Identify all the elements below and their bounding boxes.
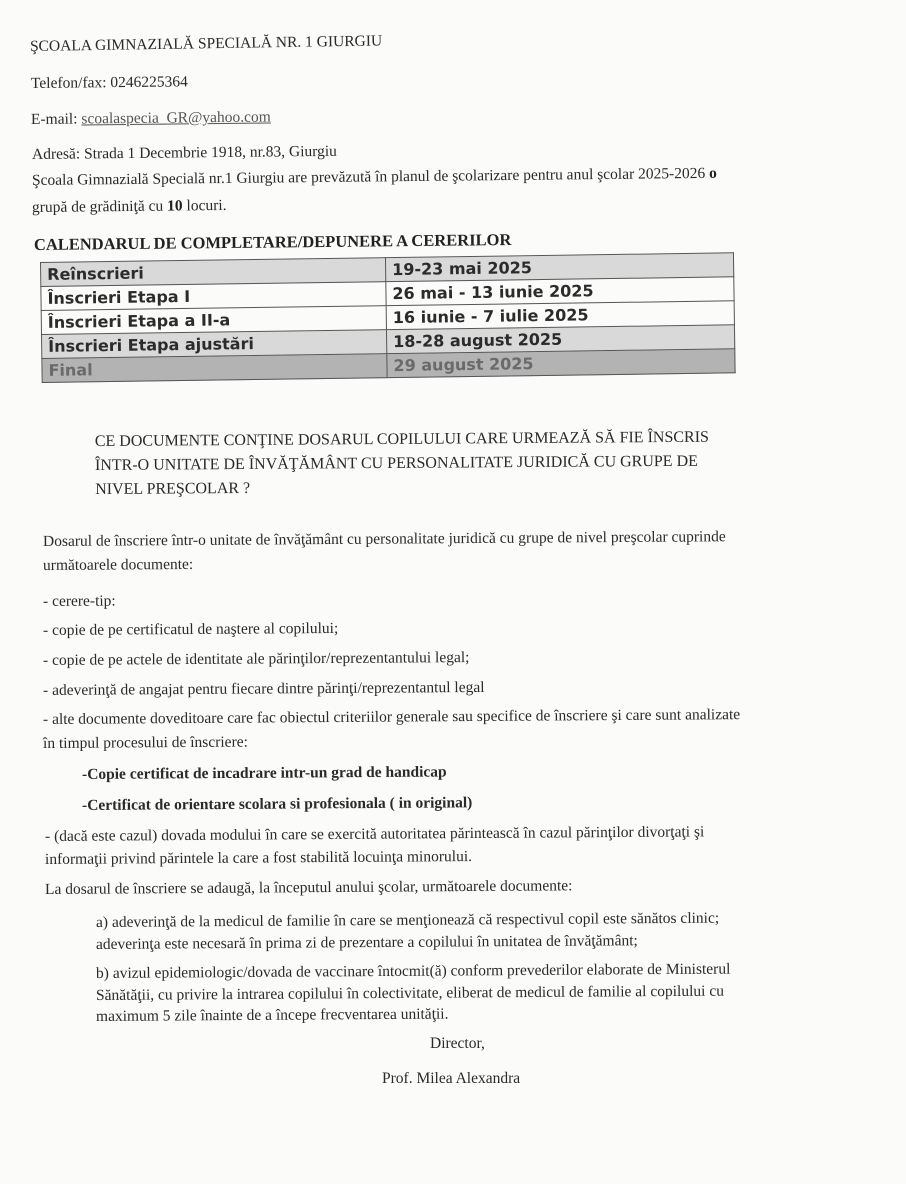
bold-item-orientation: -Certificat de orientare scolara si profesionala ( in original) xyxy=(81,794,473,814)
item-b-1: b) avizul epidemiologic/dovada de vaccinare întocmit(ă) conform prevederilor elaborate de Ministerul xyxy=(95,960,731,982)
calendar-table xyxy=(40,252,736,383)
school-name: ŞCOALA GIMNAZIALĂ SPECIALĂ NR. 1 GIURGIU xyxy=(29,32,383,55)
list-item: - copie de pe actele de identitate ale părinţilor/reprezentantului legal; xyxy=(42,649,470,669)
phone-line: Telefon/fax: 0246225364 xyxy=(30,73,188,92)
list-item-cont: în timpul procesului de înscriere: xyxy=(42,733,248,752)
period-cell: 18-28 august 2025 xyxy=(386,325,734,354)
period-cell: 19-23 mai 2025 xyxy=(385,253,733,282)
question-line-1: CE DOCUMENTE CONŢINE DOSARUL COPILULUI CARE URMEAZĂ SĂ FIE ÎNSCRIS xyxy=(94,428,709,451)
question-line-2: ÎNTR-O UNITATE DE ÎNVĂŢĂMÂNT CU PERSONALITATE JURIDICĂ CU GRUPE DE xyxy=(94,452,698,474)
email-line xyxy=(31,108,271,129)
intro-o: o xyxy=(709,164,717,182)
intro-text-1: Şcoala Gimnazială Specială nr.1 Giurgiu are prevăzută în planul de şcolarizare pentru anul şcolar 2025-2026 xyxy=(31,164,706,189)
body-p2: La dosarul de înscriere se adaugă, la începutul anului şcolar, următoarele documente: xyxy=(44,877,573,898)
calendar-title: CALENDARUL DE COMPLETARE/DEPUNERE A CERERILOR xyxy=(33,230,512,254)
period-cell: 29 august 2025 xyxy=(387,349,735,378)
item-a-1: a) adeverinţă de la medicul de familie în care se menţionează că respectivul copil este sănătos clinic; xyxy=(95,909,720,931)
item-a-2: adeverinţa este necesară în prima zi de prezentare a copilului în unitatea de învăţământ; xyxy=(95,932,638,953)
period-cell: 26 mai - 13 iunie 2025 xyxy=(386,277,734,306)
intro-line-1 xyxy=(32,165,717,190)
stage-cell: Înscrieri Etapa I xyxy=(41,282,386,311)
list-item: - copie de pe certificatul de naştere al copilului; xyxy=(42,619,339,639)
bold-item-handicap: -Copie certificat de incadrare intr-un grad de handicap xyxy=(81,763,447,783)
body-p1a: Dosarul de înscriere într-o unitate de învăţământ cu personalitate juridică cu grupe de nivel preşcolar cuprinde xyxy=(42,528,726,550)
stage-cell: Înscrieri Etapa a II-a xyxy=(41,306,386,335)
body-p1b: următoarele documente: xyxy=(42,555,194,574)
intro-line-2 xyxy=(32,197,227,217)
stage-cell: Final xyxy=(42,354,387,383)
item-b-3: maximum 5 zile înainte de a începe frecventarea unităţii. xyxy=(95,1005,449,1025)
list-item-cont: informaţii privind părintele la care a fost stabilită locuinţa minorului. xyxy=(44,848,473,868)
email-label: E-mail: xyxy=(30,110,82,128)
intro-text-2b: locuri. xyxy=(186,196,227,215)
item-b-2: Sănătăţii, cu privire la intrarea copilului în colectivitate, eliberat de medicul de familie al copilului cu xyxy=(95,982,724,1004)
list-item: - alte documente doveditoare care fac obiectul criteriilor generale sau specifice de înscriere şi care sunt analizate xyxy=(42,706,741,728)
documents-question xyxy=(95,426,710,502)
stage-cell: Reînscrieri xyxy=(41,258,386,287)
email-link[interactable]: scoalaspecia_GR@yahoo.com xyxy=(81,108,271,128)
list-item: - (dacă este cazul) dovada modului în care se exercită autoritatea părintească în cazul părinţilor divorţaţi şi xyxy=(44,823,705,845)
question-line-3: NIVEL PREŞCOLAR ? xyxy=(95,479,251,498)
intro-text-2a: grupă de grădiniţă cu xyxy=(31,197,164,216)
address-line: Adresă: Strada 1 Decembrie 1918, nr.83, Giurgiu xyxy=(31,142,337,163)
intro-ten: 10 xyxy=(167,197,183,215)
list-item: - adeverinţă de angajat pentru fiecare dintre părinţi/reprezentantul legal xyxy=(42,678,485,699)
signature-name: Prof. Milea Alexandra xyxy=(382,1070,521,1087)
list-item: - cerere-tip: xyxy=(42,592,116,610)
period-cell: 16 iunie - 7 iulie 2025 xyxy=(386,301,734,330)
stage-cell: Înscrieri Etapa ajustări xyxy=(42,330,387,359)
signature-role: Director, xyxy=(430,1035,485,1052)
